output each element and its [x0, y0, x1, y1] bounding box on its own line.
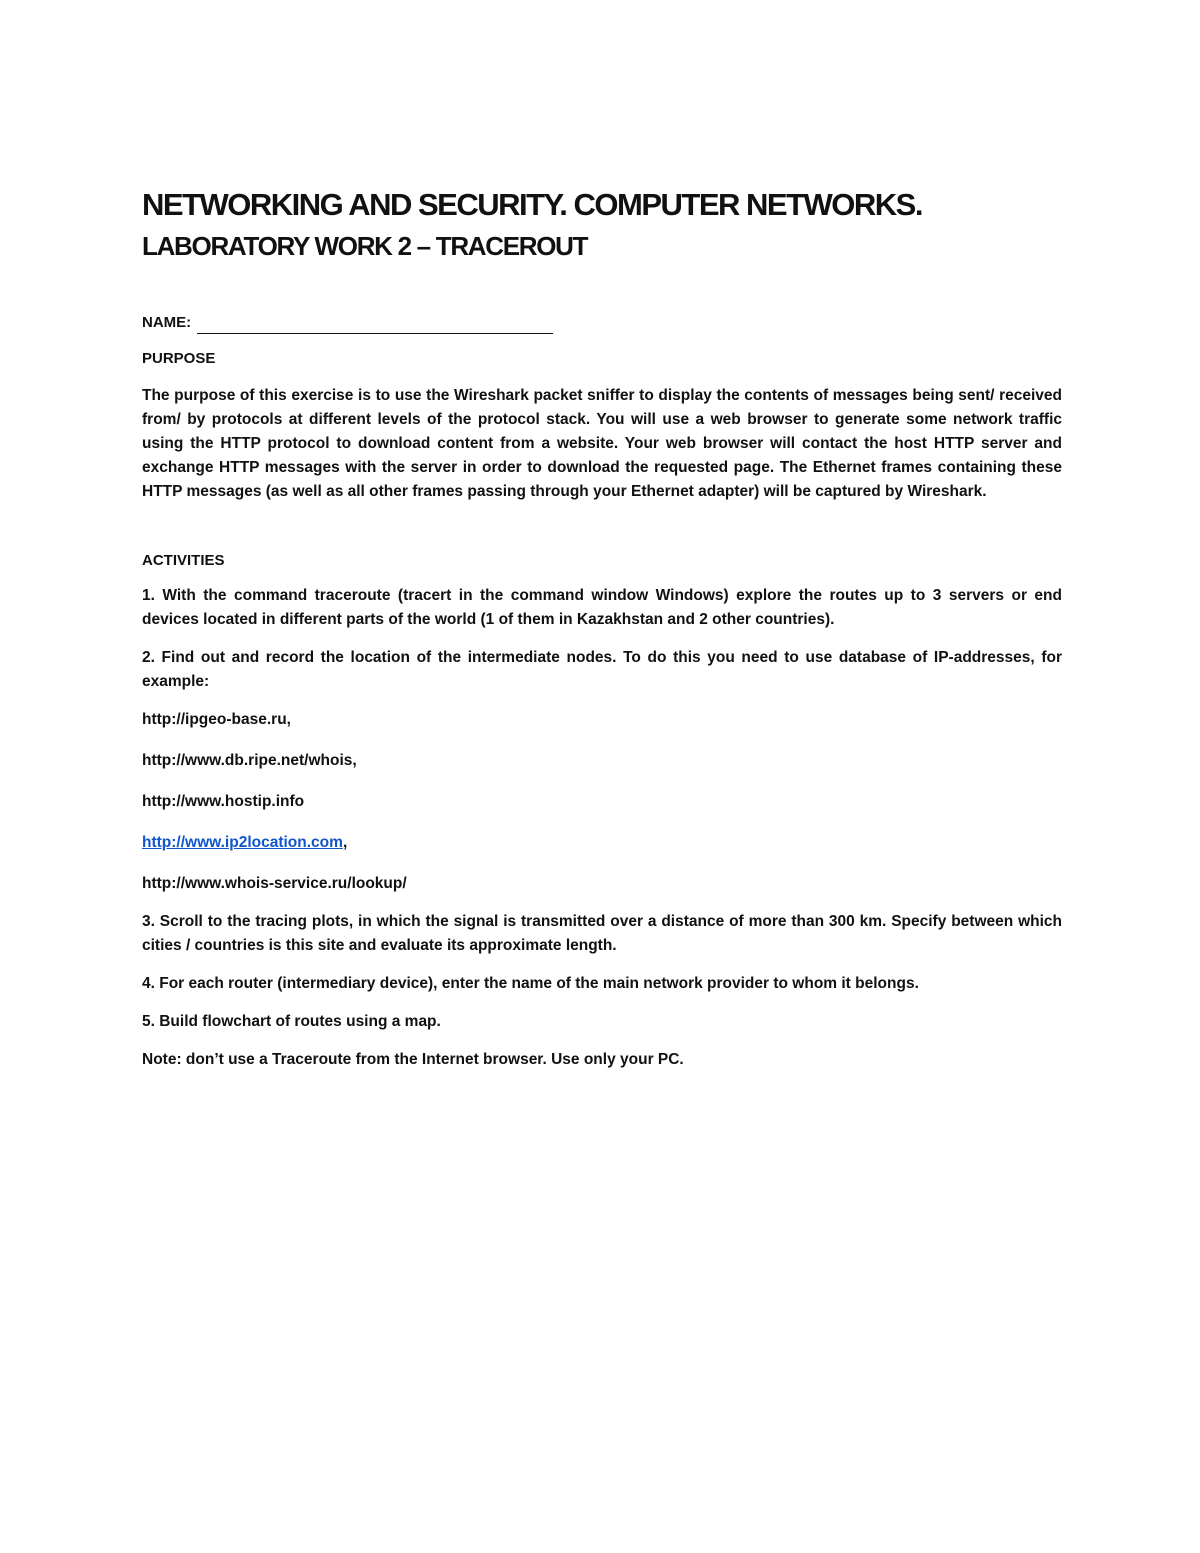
- activities-heading: ACTIVITIES: [142, 552, 225, 569]
- document-content: [142, 186, 1062, 1072]
- name-field-row: [142, 312, 1062, 334]
- activity-item-3: 3. Scroll to the tracing plots, in which the signal is transmitted over a distance of more than 300 km. Specify between which cities / countries is this site and evaluate its approximate length.: [142, 913, 1062, 954]
- purpose-heading: PURPOSE: [142, 350, 216, 367]
- document-title: NETWORKING AND SECURITY. COMPUTER NETWORKS.: [142, 187, 922, 222]
- link-whois-service: http://www.whois-service.ru/lookup/: [142, 875, 407, 892]
- activity-item-4: 4. For each router (intermediary device), enter the name of the main network provider to whom it belongs.: [142, 975, 919, 992]
- purpose-paragraph: The purpose of this exercise is to use the Wireshark packet sniffer to display the contents of messages being sent/ received from/ by protocols at different levels of the protocol stack. You will use a web browser to generate some network traffic using the HTTP protocol to download content from a website. Your web browser will contact the host HTTP server and exchange HTTP messages with the server in order to download the requested page. The Ethernet frames containing these HTTP messages (as well as all other frames passing through your Ethernet adapter) will be captured by Wireshark.: [142, 387, 1062, 500]
- name-label: NAME:: [142, 314, 192, 331]
- activity-item-5: 5. Build flowchart of routes using a map.: [142, 1013, 441, 1030]
- activity-item-2: 2. Find out and record the location of the intermediate nodes. To do this you need to use database of IP-addresses, for example:: [142, 649, 1062, 690]
- note-text: Note: don’t use a Traceroute from the Internet browser. Use only your PC.: [142, 1051, 684, 1068]
- link-ipgeo-base: http://ipgeo-base.ru,: [142, 711, 291, 728]
- name-blank-line[interactable]: [197, 316, 553, 334]
- link-ripe-whois: http://www.db.ripe.net/whois,: [142, 752, 357, 769]
- activity-item-1: 1. With the command traceroute (tracert in the command window Windows) explore the routes up to 3 servers or end devices located in different parts of the world (1 of them in Kazakhstan and 2 other countries).: [142, 587, 1062, 628]
- link-ip2location[interactable]: http://www.ip2location.com: [142, 834, 343, 851]
- link-hostip: http://www.hostip.info: [142, 793, 305, 810]
- link-ip2location-comma: ,: [342, 834, 348, 851]
- link-ip2location-row: [142, 831, 1062, 855]
- document-subtitle: LABORATORY WORK 2 – TRACEROUT: [142, 231, 588, 261]
